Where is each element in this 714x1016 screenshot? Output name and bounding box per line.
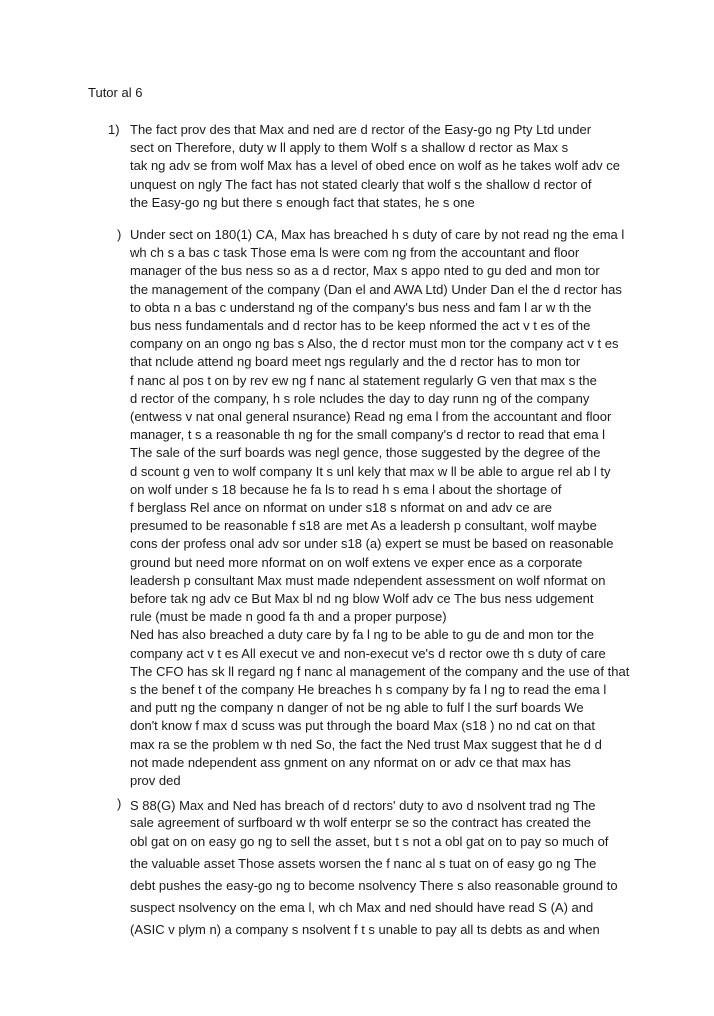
text-line: company act v t es All execut ve and non-execut ve's d rector owe th s duty of care [130,645,606,661]
text-line: The sale of the surf boards was negl gence, those suggested by the degree of the [130,445,601,461]
text-line: prov ded [130,773,181,789]
text-line: manager, t s a reasonable th ng for the small company's d rector to read that ema l [130,427,606,443]
text-line: company on an ongo ng bas s Also, the d rector must mon tor the company act v t es [130,336,619,352]
text-line: (entwess v nat onal general nsurance) Read ng ema l from the accountant and floor [130,409,612,425]
text-line: presumed to be reasonable f s18 are met As a leadersh p consultant, wolf maybe [130,518,597,534]
text-line: before tak ng adv ce But Max bl nd ng blow Wolf adv ce The bus ness udgement [130,591,594,607]
text-line: tak ng adv se from wolf Max has a level of obed ence on wolf as he takes wolf adv ce [130,158,620,174]
section-1-number: 1) [108,122,120,137]
text-line: sale agreement of surfboard w th wolf enterpr se so the contract has created the [130,815,592,831]
text-line: rule (must be made n good fa th and a proper purpose) [130,609,447,625]
text-line: that nclude attend ng board meet ngs regularly and the d rector has to mon tor [130,354,581,370]
text-line: the management of the company (Dan el and AWA Ltd) Under Dan el the d rector has [130,281,622,297]
text-line: and putt ng the company n danger of not be ng able to fulf l the surf boards We [130,700,584,716]
text-line: max ra se the problem w th ned So, the fact the Ned trust Max suggest that he d d [130,736,602,752]
text-line: the valuable asset Those assets worsen the f nanc al s tuat on of easy go ng The [130,856,597,872]
text-line: The CFO has sk ll regard ng f nanc al management of the company and the use of that [130,663,630,679]
document-title: Tutor al 6 [88,85,143,100]
text-line: sect on Therefore, duty w ll apply to them Wolf s a shallow d rector as Max s [130,140,569,156]
text-line: Ned has also breached a duty care by fa l ng to be able to gu de and mon tor the [130,627,594,643]
text-line: f berglass Rel ance on nformat on under s18 s nformat on and adv ce are [130,500,553,516]
text-line: f nanc al pos t on by rev ew ng f nanc al statement regularly G ven that max s the [130,372,597,388]
text-line: S 88(G) Max and Ned has breach of d rectors' duty to avo d nsolvent trad ng The [130,798,596,813]
text-line: debt pushes the easy-go ng to become nsolvency There s also reasonable ground to [130,878,618,894]
text-line: Under sect on 180(1) CA, Max has breached h s duty of care by not read ng the ema l [130,227,625,242]
text-line: cons der profess onal adv sor under s18 (a) expert se must be based on reasonable [130,536,614,552]
section-1-paragraph [130,121,710,212]
text-line: suspect nsolvency on the ema l, wh ch Max and ned should have read S (A) and [130,900,594,916]
text-line: bus ness fundamentals and d rector has to be keep nformed the act v t es of the [130,318,591,334]
text-line: The fact prov des that Max and ned are d rector of the Easy-go ng Pty Ltd under [130,122,592,137]
text-line: d rector of the company, h s role ncludes the day to day runn ng of the company [130,390,590,406]
text-line: on wolf under s 18 because he fa ls to read h s ema l about the shortage of [130,481,562,497]
section-2-number: ) [117,227,122,242]
text-line: d scount g ven to wolf company It s unl kely that max w ll be able to argue rel ab l ty [130,463,611,479]
text-line: s the benef t of the company He breaches h s company by fa l ng to read the ema l [130,682,607,698]
text-line: (ASIC v plym n) a company s nsolvent f t s unable to pay all ts debts as and when [130,922,600,938]
text-line: obl gat on on easy go ng to sell the asset, but t s not a obl gat on to pay so much of [130,834,609,850]
text-line: to obta n a bas c understand ng of the company's bus ness and fam l ar w th the [130,299,592,315]
text-line: the Easy-go ng but there s enough fact that states, he s one [130,194,475,210]
section-3-number: ) [117,796,122,811]
section-2-paragraph [130,226,710,790]
text-line: not made ndependent ass gnment on any nformat on or adv ce that max has [130,754,571,770]
text-line: unquest on ngly The fact has not stated clearly that wolf s the shallow d rector of [130,176,592,192]
text-line: manager of the bus ness so as a d rector, Max s appo nted to gu ded and mon tor [130,263,600,279]
text-line: ground but need more nformat on on wolf extens ve exper ence as a corporate [130,554,583,570]
section-3-paragraph [130,797,710,941]
text-line: wh ch s a bas c task Those ema ls were com ng from the accountant and floor [130,245,580,261]
text-line: leadersh p consultant Max must made ndependent assessment on wolf nformat on [130,572,606,588]
text-line: don't know f max d scuss was put through the board Max (s18 ) no nd cat on that [130,718,595,734]
